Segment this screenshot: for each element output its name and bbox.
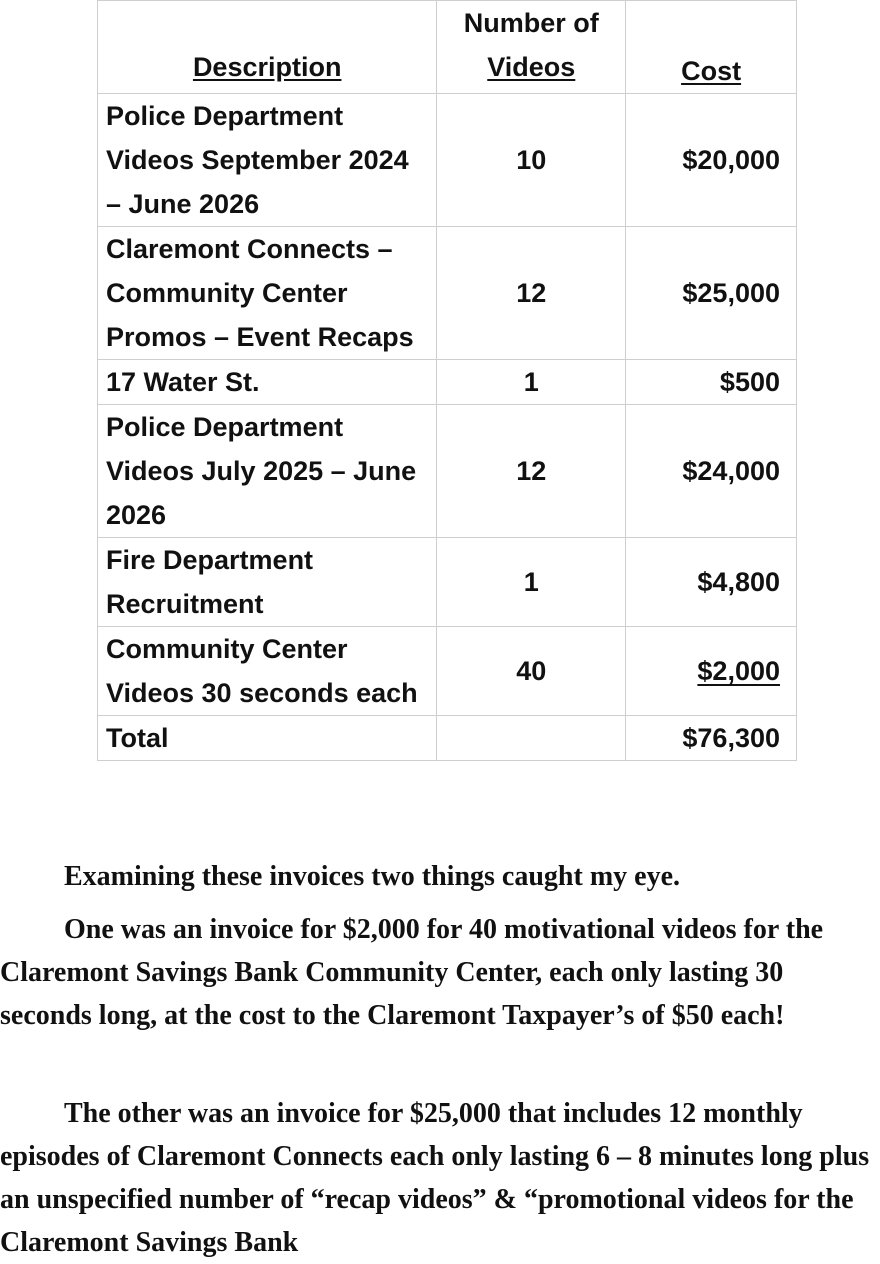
row-videos: 1 [437,360,626,405]
invoice-table-container [97,0,797,761]
paragraph-motivational-videos [0,908,880,1037]
header-description: Description [98,1,437,94]
row-videos: 12 [437,405,626,538]
paragraph-claremont-connects-text: The other was an invoice for $25,000 that includes 12 monthly episodes of Claremont Connects each only lasting 6 – 8 minutes long plus an unspecified number of “recap videos” & “promotional videos for the Claremont Savings Bank [0,1098,870,1258]
header-number-line2: Videos [487,52,576,82]
row-description: Claremont Connects – Community Center Promos – Event Recaps [98,227,437,360]
row-cost: $500 [626,360,797,405]
table-total-row [98,716,797,761]
paragraph-intro-text: Examining these invoices two things caught my eye. [64,861,680,892]
table-row [98,227,797,360]
total-videos [437,716,626,761]
row-cost-value: $2,000 [697,656,780,686]
row-videos: 1 [437,538,626,627]
row-cost: $4,800 [626,538,797,627]
paragraph-intro [0,855,880,898]
row-videos: 40 [437,627,626,716]
table-row [98,627,797,716]
row-videos: 10 [437,94,626,227]
table-row [98,94,797,227]
total-label: Total [98,716,437,761]
row-videos: 12 [437,227,626,360]
row-cost: $20,000 [626,94,797,227]
header-number-of-videos [437,1,626,94]
row-description: Fire Department Recruitment [98,538,437,627]
row-description: Police Department Videos July 2025 – June 2026 [98,405,437,538]
header-cost: Cost [626,1,797,94]
row-description: Police Department Videos September 2024 – June 2026 [98,94,437,227]
row-cost: $25,000 [626,227,797,360]
table-row [98,405,797,538]
header-number-line1: Number of [463,8,599,38]
row-description: 17 Water St. [98,360,437,405]
row-description: Community Center Videos 30 seconds each [98,627,437,716]
row-cost: $24,000 [626,405,797,538]
paragraph-motivational-videos-text: One was an invoice for $2,000 for 40 motivational videos for the Claremont Savings Bank Community Center, each only lasting 30 seconds long, at the cost to the Claremont Taxpayer’s of $50 each! [0,914,824,1031]
invoice-table [97,0,797,761]
row-cost [626,627,797,716]
paragraph-claremont-connects [0,1092,880,1264]
table-row [98,360,797,405]
total-cost: $76,300 [626,716,797,761]
table-header-row [98,1,797,94]
table-row [98,538,797,627]
